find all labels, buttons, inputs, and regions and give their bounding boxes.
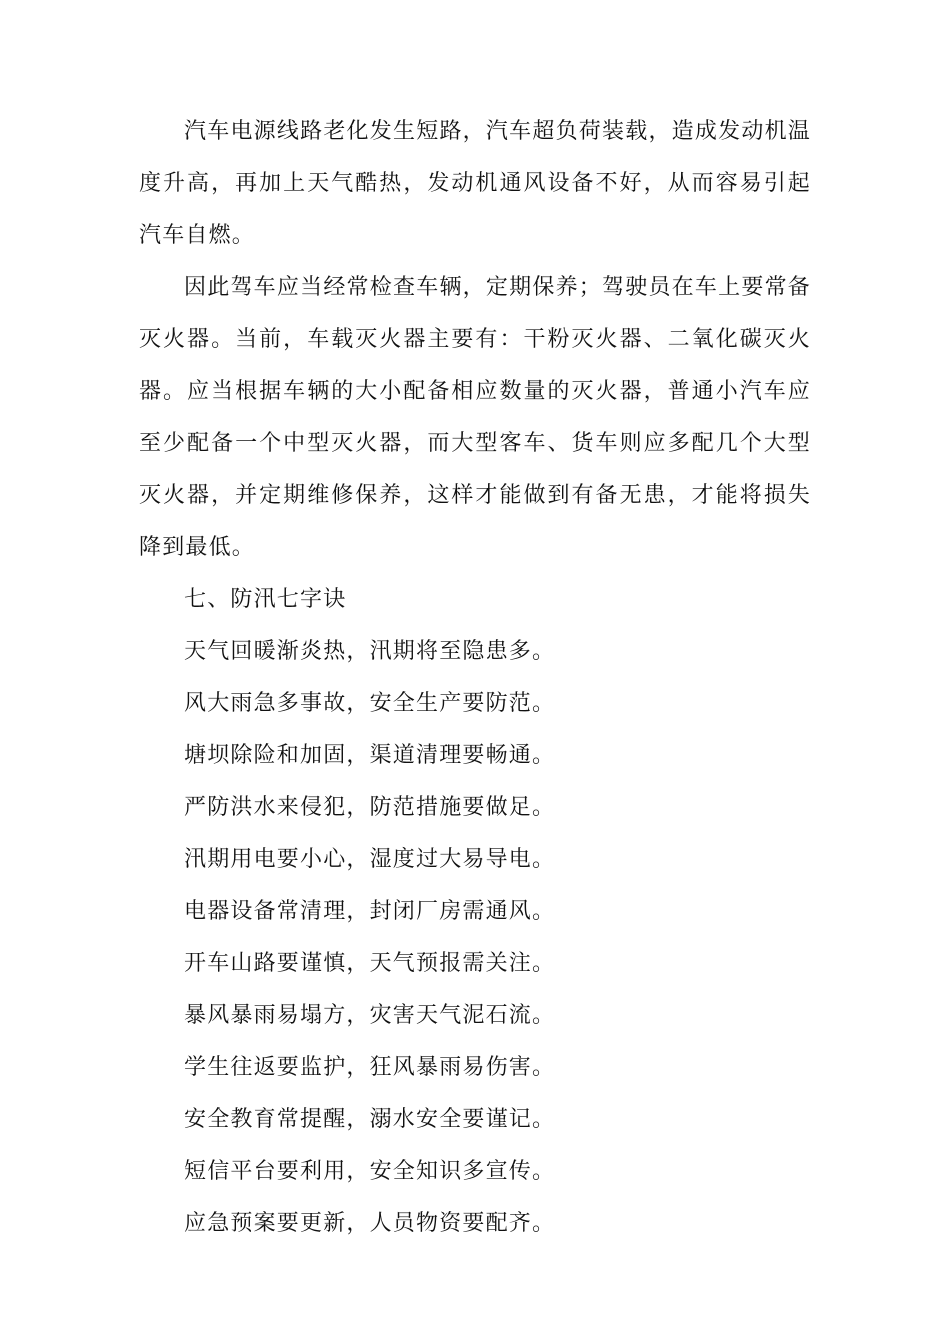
verse-line: 塘坝除险和加固，渠道清理要畅通。 <box>184 743 556 768</box>
verse-line: 天气回暖渐炎热，汛期将至隐患多。 <box>184 639 556 664</box>
verse-line: 学生往返要监护，狂风暴雨易伤害。 <box>184 1055 556 1080</box>
verse-line: 严防洪水来侵犯，防范措施要做足。 <box>184 795 556 820</box>
verse-line: 安全教育常提醒，溺水安全要谨记。 <box>184 1107 556 1132</box>
verse-line: 应急预案要更新，人员物资要配齐。 <box>184 1211 556 1236</box>
verse-line: 风大雨急多事故，安全生产要防范。 <box>184 691 556 716</box>
flood-prevention-verse <box>139 626 811 1250</box>
verse-line: 开车山路要谨慎，天气预报需关注。 <box>184 951 556 976</box>
verse-line: 短信平台要利用，安全知识多宣传。 <box>184 1159 556 1184</box>
verse-line: 电器设备常清理，封闭厂房需通风。 <box>184 899 556 924</box>
document-page <box>139 106 811 1250</box>
verse-line: 汛期用电要小心，湿度过大易导电。 <box>184 847 556 872</box>
verse-line: 暴风暴雨易塌方，灾害天气泥石流。 <box>184 1003 556 1028</box>
paragraph-vehicle-fire-causes: 汽车电源线路老化发生短路，汽车超负荷装载，造成发动机温度升高，再加上天气酷热，发动机通风设备不好，从而容易引起汽车自燃。 <box>139 119 811 248</box>
section-heading: 七、防汛七字诀 <box>184 587 347 612</box>
paragraph-fire-extinguisher-advice: 因此驾车应当经常检查车辆，定期保养；驾驶员在车上要常备灭火器。当前，车载灭火器主要有：干粉灭火器、二氧化碳灭火器。应当根据车辆的大小配备相应数量的灭火器，普通小汽车应至少配备一个中型灭火器，而大型客车、货车则应多配几个大型灭火器，并定期维修保养，这样才能做到有备无患，才能将损失降到最低。 <box>139 275 811 560</box>
